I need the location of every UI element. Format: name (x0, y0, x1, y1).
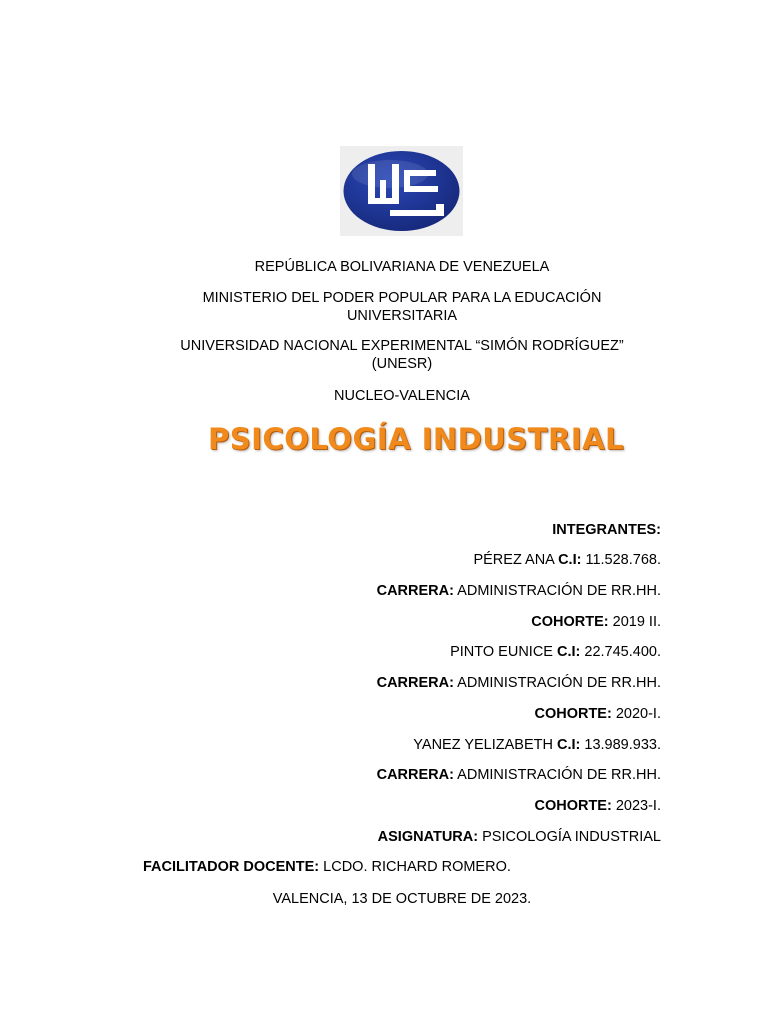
member-career: ADMINISTRACIÓN DE RR.HH. (457, 675, 661, 691)
member-career: ADMINISTRACIÓN DE RR.HH. (457, 583, 661, 599)
university-name-line2: (UNESR) (371, 356, 433, 372)
member-1-cohort-line (531, 613, 661, 631)
ministry-name-line2: UNIVERSITARIA (346, 308, 458, 324)
member-2-cohort-line (534, 705, 661, 723)
member-cohort: 2020-I. (615, 706, 661, 722)
ci-label: C.I: (558, 552, 582, 568)
members-heading: INTEGRANTES: (552, 522, 661, 538)
member-name: PINTO EUNICE (450, 644, 553, 660)
member-3-id-line (413, 736, 661, 754)
facilitator-value: LCDO. RICHARD ROMERO. (323, 859, 511, 875)
ci-label: C.I: (557, 737, 581, 753)
member-3-career-line (377, 766, 661, 784)
cohort-label: COHORTE: (534, 706, 612, 722)
member-ci: 22.745.400. (584, 644, 661, 660)
member-name: PÉREZ ANA (473, 552, 555, 568)
career-label: CARRERA: (376, 675, 454, 691)
member-1-career-line (377, 582, 661, 600)
place-date: VALENCIA, 13 DE OCTUBRE DE 2023. (272, 891, 532, 907)
career-label: CARRERA: (376, 583, 454, 599)
cohort-label: COHORTE: (534, 798, 612, 814)
career-label: CARRERA: (376, 767, 454, 783)
member-career: ADMINISTRACIÓN DE RR.HH. (457, 767, 661, 783)
nucleus-name: NUCLEO-VALENCIA (334, 388, 470, 404)
ministry-name-line1: MINISTERIO DEL PODER POPULAR PARA LA EDUCACIÓN (202, 290, 602, 306)
member-ci: 11.528.768. (585, 552, 661, 568)
cohort-label: COHORTE: (531, 614, 609, 630)
subject-line (378, 828, 661, 846)
member-cohort: 2023-I. (615, 798, 661, 814)
member-2-career-line (377, 674, 661, 692)
member-1-id-line (473, 551, 661, 569)
university-name-line1: UNIVERSIDAD NACIONAL EXPERIMENTAL “SIMÓN RODRÍGUEZ” (180, 338, 624, 354)
subject-value: PSICOLOGÍA INDUSTRIAL (482, 829, 661, 845)
member-3-cohort-line (534, 797, 661, 815)
ci-label: C.I: (557, 644, 581, 660)
facilitator-line (143, 858, 511, 876)
subject-label: ASIGNATURA: (377, 829, 479, 845)
member-cohort: 2019 II. (612, 614, 661, 630)
member-2-id-line (450, 643, 661, 661)
facilitator-label: FACILITADOR DOCENTE: (143, 859, 320, 875)
member-name: YANEZ YELIZABETH (413, 737, 553, 753)
member-ci: 13.989.933. (584, 737, 661, 753)
republic-name: REPÚBLICA BOLIVARIANA DE VENEZUELA (254, 259, 550, 275)
document-title: PSICOLOGÍA INDUSTRIAL (208, 422, 624, 456)
unesr-logo-icon (340, 146, 463, 236)
